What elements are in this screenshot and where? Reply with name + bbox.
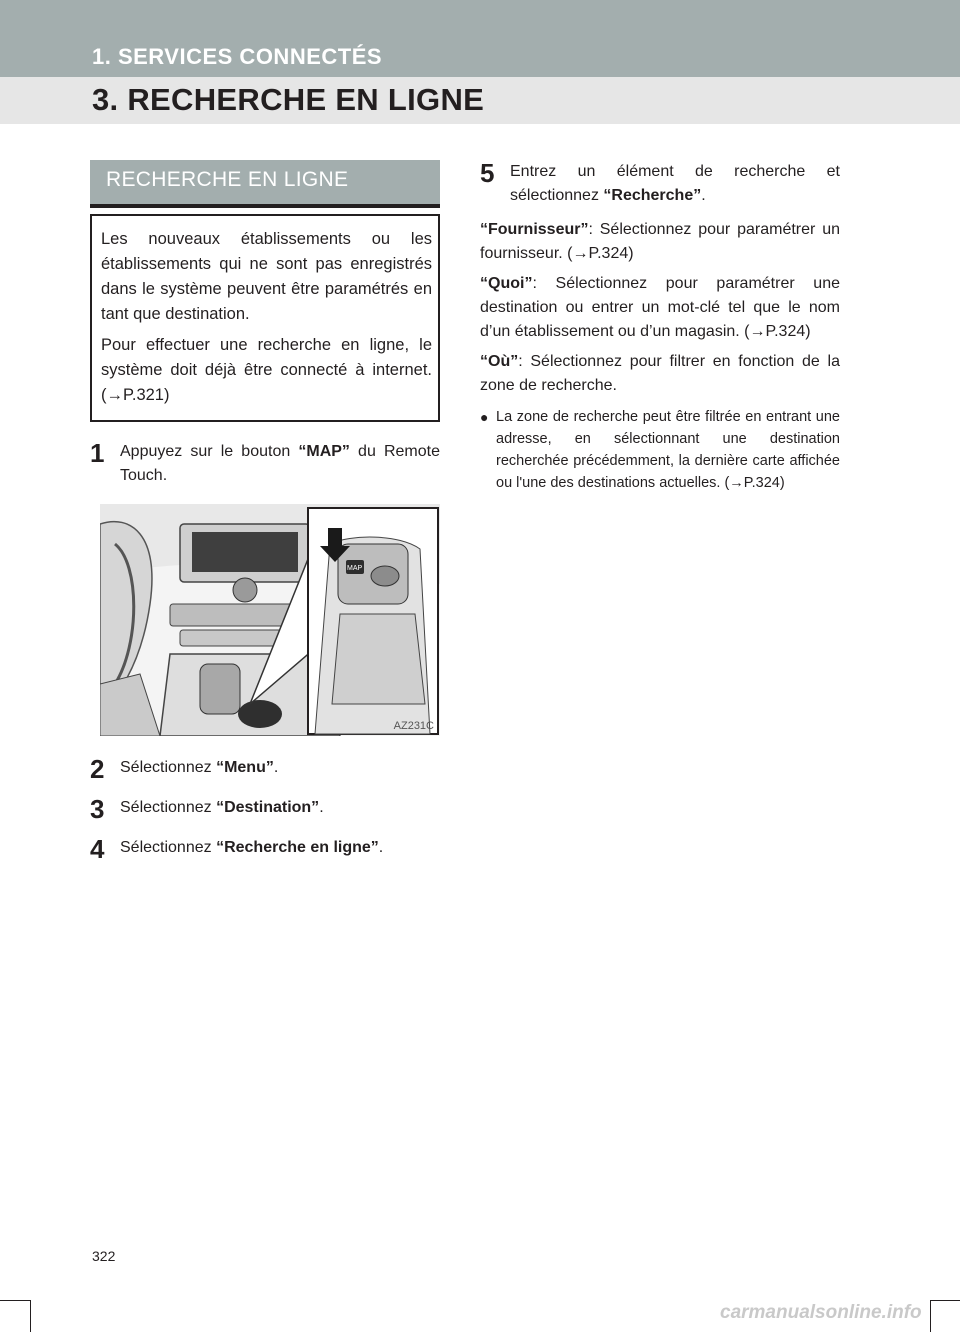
step-1: [90, 440, 440, 488]
right-column: [480, 160, 840, 494]
crop-mark: [930, 1300, 960, 1301]
step-number: 2: [90, 754, 105, 784]
step-text: Appuyez sur le bouton “MAP” du Remote Touch.: [120, 443, 440, 484]
step-number: 3: [90, 794, 105, 824]
step-text: Sélectionnez “Recherche en ligne”.: [120, 839, 384, 856]
step-text: Sélectionnez “Menu”.: [120, 759, 279, 776]
info-paragraph-2: Pour effectuer une recherche en ligne, le système doit déjà être connecté à internet. (→P.321): [101, 336, 432, 404]
step-5: [480, 160, 840, 208]
watermark: carmanualsonline.info: [720, 1302, 922, 1323]
step-number: 1: [90, 438, 105, 468]
left-column: [90, 160, 440, 862]
step-4: [90, 836, 440, 862]
info-paragraph-1: Les nouveaux établissements ou les établissements qui ne sont pas enregistrés dans le système peuvent être paramétrés en tant que destination.: [101, 230, 432, 323]
crop-mark: [0, 1300, 30, 1301]
section-label: 1. SERVICES CONNECTÉS: [92, 44, 383, 69]
step-text: Entrez un élément de recherche et sélectionnez “Recherche”.: [510, 163, 840, 204]
remote-touch-figure: [100, 504, 440, 736]
page-header: [0, 0, 960, 124]
option-quoi: “Quoi”: Sélectionnez pour paramétrer une destination ou entrer un mot-clé tel que le nom d’un établissement ou d’un magasin. (→P.324): [480, 275, 840, 340]
note-bullet: [480, 406, 840, 494]
page-number: 322: [92, 1248, 116, 1264]
figure-code: AZ231C: [393, 720, 434, 732]
note-text: La zone de recherche peut être filtrée en entrant une adresse, en sélectionnant une destination recherchée précédemment, la dernière carte affichée ou l'une des destinations actuelles. (→P.324): [496, 409, 840, 491]
map-button-label: MAP: [347, 565, 363, 572]
box-title: RECHERCHE EN LIGNE: [90, 160, 440, 204]
car-interior-illustration: [100, 504, 440, 736]
step-number: 5: [480, 158, 495, 188]
info-box: [90, 214, 440, 422]
option-fournisseur: “Fournisseur”: Sélectionnez pour paramétrer un fournisseur. (→P.324): [480, 221, 840, 262]
step-text: Sélectionnez “Destination”.: [120, 799, 324, 816]
option-ou: “Où”: Sélectionnez pour filtrer en fonction de la zone de recherche.: [480, 353, 840, 394]
step-3: [90, 796, 440, 822]
bullet-icon: ●: [480, 409, 489, 425]
crop-mark: [930, 1300, 931, 1332]
step-2: [90, 756, 440, 782]
page-title: 3. RECHERCHE EN LIGNE: [92, 82, 485, 117]
crop-mark: [30, 1300, 31, 1332]
step-number: 4: [90, 834, 105, 864]
box-rule: [90, 204, 440, 208]
